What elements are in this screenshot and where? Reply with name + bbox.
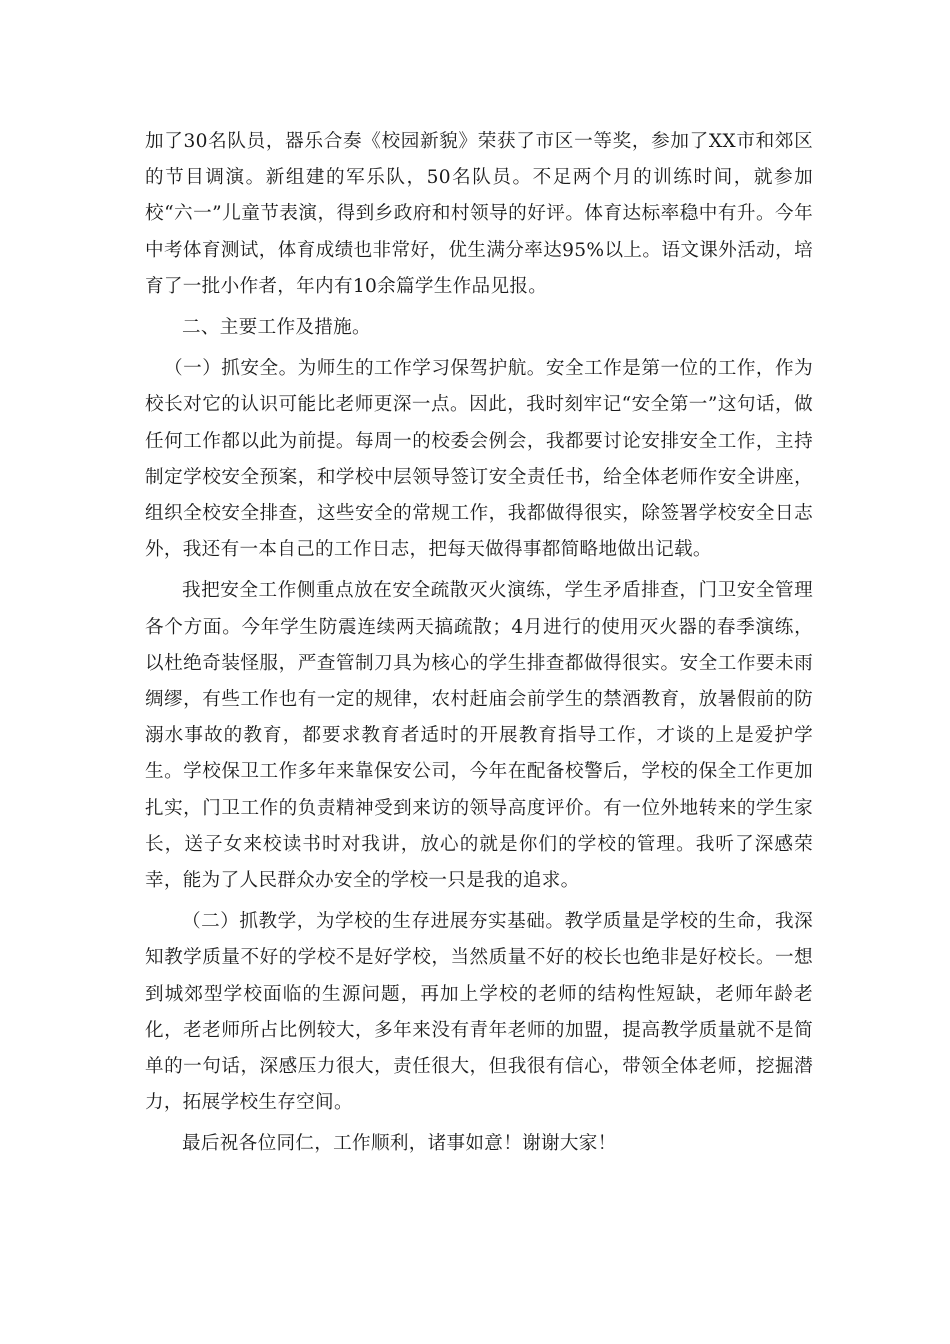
paragraph-teaching: （二）抓教学，为学校的生存进展夯实基础。教学质量是学校的生命，我深知教学质量不好的学校不是好学校，当然质量不好的校长也绝非是好校长。一想到城郊型学校面临的生源问题，再加上学校的老师的结构性短缺，老师年龄老化，老老师所占比例较大，多年来没有青年老师的加盟，提高教学质量就不是简单的一句话，深感压力很大，责任很大，但我很有信心，带领全体老师，挖掘潜力，拓展学校生存空间。 [145,911,813,1114]
paragraph-activities: 加了30名队员，器乐合奏《校园新貌》荣获了市区一等奖，参加了XX市和郊区的节目调演。新组建的军乐队，50名队员。不足两个月的训练时间，就参加校“六一”儿童节表演，得到乡政府和村领导的好评。体育达标率稳中有升。今年中考体育测试，体育成绩也非常好，优生满分率达95%以上。语文课外活动，培育了一批小作者，年内有10余篇学生作品见报。 [145,131,813,297]
section-heading-main-work: 二、主要工作及措施。 [182,317,371,339]
paragraph-safety-details: 我把安全工作侧重点放在安全疏散灭火演练，学生矛盾排查，门卫安全管理各个方面。今年学生防震连续两天搞疏散；4月进行的使用灭火器的春季演练，以杜绝奇装怪服，严查管制刀具为核心的学生排查都做得很实。安全工作要未雨绸缪，有些工作也有一定的规律，农村赶庙会前学生的禁酒教育，放暑假前的防溺水事故的教育，都要求教育者适时的开展教育指导工作，才谈的上是爱护学生。学校保卫工作多年来靠保安公司，今年在配备校警后，学校的保全工作更加扎实，门卫工作的负责精神受到来访的领导高度评价。有一位外地转来的学生家长，送子女来校读书时对我讲，放心的就是你们的学校的管理。我听了深感荣幸，能为了人民群众办安全的学校一只是我的追求。 [145,580,813,892]
paragraph-closing: 最后祝各位同仁，工作顺利，诸事如意！谢谢大家！ [182,1133,617,1155]
paragraph-safety: （一）抓安全。为师生的工作学习保驾护航。安全工作是第一位的工作，作为校长对它的认识可能比老师更深一点。因此，我时刻牢记“安全第一”这句话，做任何工作都以此为前提。每周一的校委会例会，我都要讨论安排安全工作，主持制定学校安全预案，和学校中层领导签订安全责任书，给全体老师作安全讲座，组织全校安全排查，这些安全的常规工作，我都做得很实，除签署学校安全日志外，我还有一本自己的工作日志，把每天做得事都简略地做出记载。 [145,358,813,561]
document-body [145,124,813,1163]
